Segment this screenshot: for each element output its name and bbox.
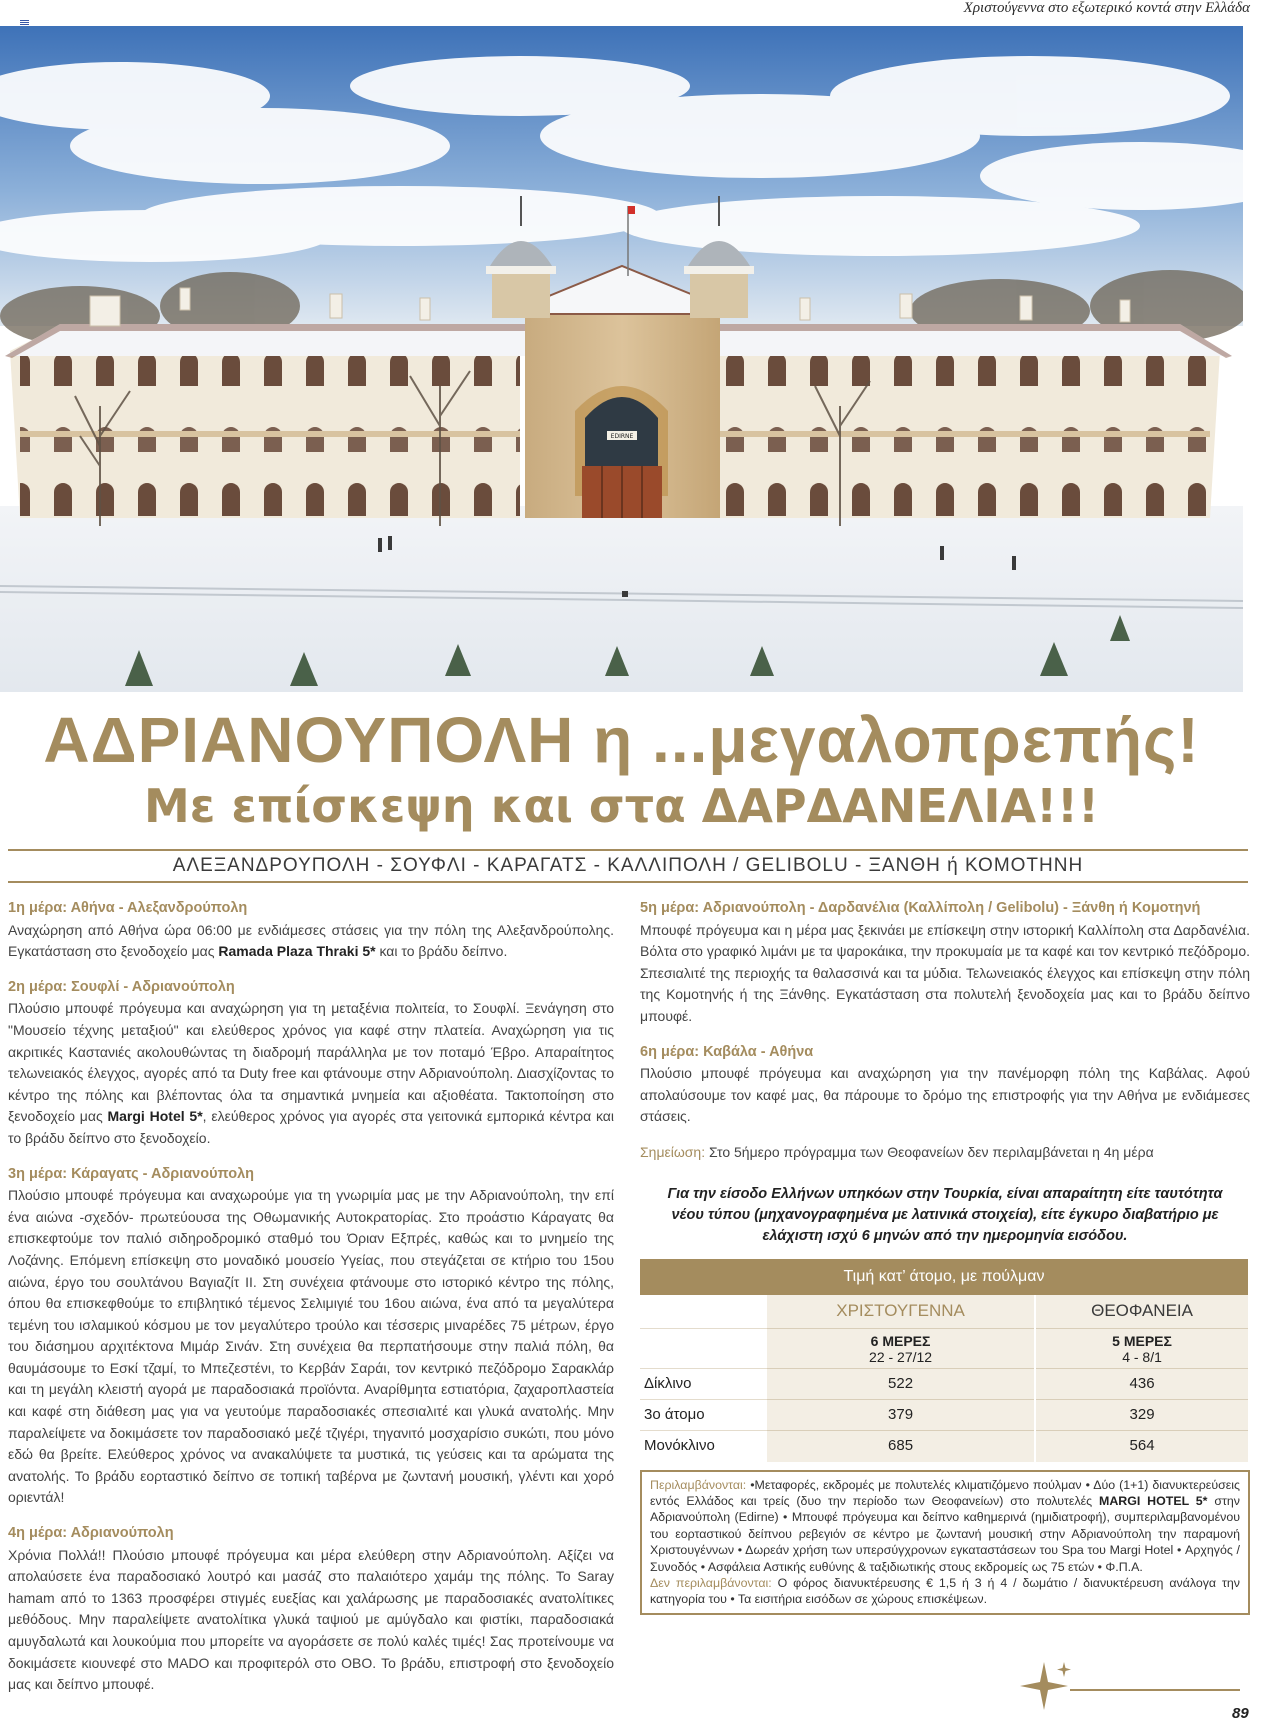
row-label: 3ο άτομο [640,1400,767,1431]
table-row [640,1369,1248,1400]
day-text-part: Πλούσιο μπουφέ πρόγευμα και αναχώρηση για τη μεταξένια πολιτεία, το Σουφλί. Ξενάγηση στο "Μουσείο τέχνης μεταξιού" και ελεύθερος χρόνος για καφέ στην πλατεία. Αναχώρηση για τις ακριτικές Καστανιές ακολουθώντας τη διαδρομή παράλληλα με τον ποταμό Έβρο. Απαραίτητος τελωνειακός έλεγχος, αγορές από τα Duty free και φτάνουμε στην Αδριανούπολη. Διασχίζοντας το κέντρο της πόλης και βλέποντας όλα τα σημαντικά μνημεία και αξιοθέατα. Τακτοποίηση στο ξενοδοχείο μας [8,1000,614,1125]
day-2 [8,977,614,1150]
day-3 [8,1164,614,1510]
page-title: ΑΔΡΙΑΝΟΥΠΟΛΗ η ...μεγαλοπρεπής! [43,704,1200,776]
duration-epiphany [1035,1329,1248,1369]
table-row [640,1431,1248,1462]
price-cell: 379 [767,1400,1035,1431]
empty-cell [640,1329,767,1369]
hero-photo [0,26,1243,692]
itinerary-right-column [640,898,1250,1615]
day-title: 1η μέρα: Αθήνα - Αλεξανδρούπολη [8,900,248,916]
route-band: ΑΛΕΞΑΝΔΡΟΥΠΟΛΗ - ΣΟΥΦΛΙ - ΚΑΡΑΓΑΤΣ - ΚΑΛΛΙΠΟΛΗ / GELIBOLU - ΞΑΝΘΗ ή ΚΟΜΟΤΗΝΗ [8,849,1248,883]
running-head: Χριστούγεννα στο εξωτερικό κοντά στην Ελλάδα [963,0,1250,16]
entry-requirements-notice: Για την είσοδο Ελλήνων υπηκόων στην Τουρκία, είναι απαραίτητη είτε ταυτότητα νέου τύπου (μηχανογραφημένα με λατινικά στοιχεία), είτε έγκυρο διαβατήριο με ελάχιστη ισχύ 6 μηνών από την ημερομηνία εισόδου. [667,1185,1223,1244]
table-row [640,1400,1248,1431]
day-text-part: Αναχώρηση από Αθήνα ώρα 06:00 με ενδιάμεσες στάσεις για την πόλη της Αλεξανδρούπολης. Εγκατάσταση στο ξενοδοχείο μας [8,921,614,960]
day-6 [640,1042,1250,1128]
day-title: 2η μέρα: Σουφλί - Αδριανούπολη [8,978,235,995]
clouds [0,56,1243,262]
day-title: 3η μέρα: Κάραγατς - Αδριανούπολη [8,1165,254,1182]
includes-text: στην Αδριανούπολη (Edirne) • Μπουφέ πρόγευμα και δείπνο καθημερινά (ημιδιατροφή), συμπεριλαμβανομένου του εορταστικού δείπνου ρεβεγιόν σε κέντρο με ζωντανή μουσική στην Αδριανούπολη την παραμονή Χριστουγέννων • Δωρεάν χρήση των υπερσύγχρονων εγκαταστάσεων του Spa του Margi Hotel • Αρχηγός / Συνοδός • Ασφάλεια Αστικής ευθύνης & ταξιδιωτικής στους εκδρομείς ως 75 ετών • Φ.Π.Α. [650,1493,1240,1574]
page-number: 89 [1232,1705,1249,1722]
station-sign: EDIRNE [610,433,634,440]
note [640,1142,1250,1164]
price-table [640,1259,1248,1462]
day-text-part: , ελεύθερος χρόνος για αγορές στα γειτονικά εμπορικά κέντρα και το βράδυ δείπνο στο ξενοδοχείο. [8,1108,615,1146]
excluded-text: Ο φόρος διανυκτέρευσης € 1,5 ή 3 ή 4 / δωμάτιο / διανυκτέρευση ανάλογα την κατηγορία του • Τα εισιτήρια εισόδων σε χώρους επισκέψεων. [650,1575,1240,1607]
day-title: 4η μέρα: Αδριανούπολη [8,1525,174,1542]
note-text: Στο 5ήμερο πρόγραμμα των Θεοφανείων δεν περιλαμβάνεται η 4η μέρα [705,1143,1154,1160]
day-text: Πλούσιο μπουφέ πρόγευμα και αναχώρηση για την πανέμορφη πόλη της Καβάλας. Αφού απολαύσουμε τον καφέ μας, θα πάρουμε το δρόμο της επιστροφής για την Αθήνα με ενδιάμεσες στάσεις. [640,1065,1250,1125]
decorative-line [1070,1689,1240,1691]
page-subtitle: Με επίσκεψη και στα ΔΑΡΔΑΝΕΛΙΑ!!! [143,779,1100,833]
duration-christmas [767,1329,1035,1369]
season-christmas: ΧΡΙΣΤΟΥΓΕΝΝΑ [767,1295,1035,1329]
day-1 [8,898,614,963]
hotel-name: Margi Hotel 5* [107,1108,203,1125]
empty-cell [640,1295,767,1329]
hotel-name: Ramada Plaza Thraki 5* [218,943,376,960]
day-5 [640,898,1250,1028]
price-cell: 685 [767,1431,1035,1462]
price-cell: 564 [1035,1431,1248,1462]
day-title: 5η μέρα: Αδριανούπολη - Δαρδανέλια (Καλλίπολη / Gelibolu) - Ξάνθη ή Κομοτηνή [640,900,1201,916]
price-cell: 522 [767,1369,1035,1400]
day-text: Πλούσιο μπουφέ πρόγευμα και αναχωρούμε για τη γνωριμία μας με την Αδριανούπολη, την επί ένα αιώνα -σχεδόν- πρωτεύουσα της Οθωμανικής Αυτοκρατορίας. Στο προάστιο Κάραγατς θα επισκεφτούμε τον παλιό σιδηροδρομικό σταθμό του Όριαν Εξπρές, καθώς και το μνημείο της Λοζάνης. Επόμενη επίσκεψη στο μοναδικό μουσείο Υγείας, που στεγάζεται σε κτήριο του 15ου αιώνα, έργο του σουλτάνου Βαγιαζίτ ΙΙ. Στη συνέχεια φτάνουμε στο ιστορικό κέντρο της πόλης, όπου θα επισκεφθούμε το επιβλητικό τέμενος Σελιμιγιέ του 16ου αιώνα, ένα από τα μεγαλύτερα τεμένη του ισλαμικού κόσμου με τον μεγαλύτερο τρούλο και τέσσερις μιναρέδες 75 μέτρων, έργο του διάσημου αρχιτέκτονα Μιμάρ Σινάν. Στη συνέχεια θα περπατήσουμε στην παλιά πόλη, θα θαυμάσουμε το Εσκί τζαμί, το Μπεζεστένι, το Κερβάν Σαράι, τον κεντρικό πεζόδρομο Σαρακλάρ και τη μεγάλη κλειστή αγορά με παραδοσιακά προϊόντα. Αναρίθμητα εστιατόρια, ζαχαροπλαστεία και καφέ στη διάθεση μας για να γευτούμε παραδοσιακές σπεσιαλιτέ και γλυκά ανατολής. Μην παραλείψετε να δοκιμάσετε τον παραδοσιακό μεζέ τζιγέρι, τηγανιτό μοσχαρίσιο συκώτι, που μόνο εδώ θα βρείτε. Ελεύθερος χρόνος να ανακαλύψετε τα μυστικά, τις γεύσεις και τα αρώματα της ανατολής. Το βράδυ εορταστικό δείπνο σε τοπική ταβέρνα με ζωντανή μουσική, γλέντι και χορό οριεντάλ! [8,1187,614,1506]
day-4 [8,1523,614,1696]
day-text [8,920,614,963]
includes-box [640,1470,1250,1615]
price-cell: 436 [1035,1369,1248,1400]
day-text: Μπουφέ πρόγευμα και η μέρα μας ξεκινάει με επίσκεψη στην ιστορική Καλλίπολη στα Δαρδανέλια. Βόλτα στο γραφικό λιμάνι με τα ψαροκάικα, την προκυμαία με τα καφέ και τον κεντρικό πεζόδρομο. Σπεσιαλιτέ της περιοχής τα θαλασσινά και τα μύδια. Τελωνειακός έλεγχος και επίσκεψη στην πόλη της Κομοτηνής ή της Ξάνθης. Εγκατάσταση στα πολυτελή ξενοδοχεία μας και το βράδυ δείπνο μπουφέ. [640,921,1250,1024]
day-text-part: και το βράδυ δείπνο. [375,943,508,960]
duration-label: 5 ΜΕΡΕΣ [1112,1332,1172,1349]
includes-text: •Μεταφορές, εκδρομές με πολυτελές κλιματιζόμενο πούλμαν • Δύο (1+1) διανυκτερεύσεις εντός Ελλάδος και τρείς (δυο την περίοδο των Θεοφανείων) στο πολυτελές [650,1477,1240,1508]
note-label: Σημείωση: [640,1143,706,1160]
sparkle-icon [1018,1658,1074,1714]
season-epiphany: ΘΕΟΦΑΝΕΙΑ [1035,1295,1248,1329]
price-table-header: Τιμή κατ’ άτομο, με πούλμαν [640,1259,1248,1295]
row-label: Μονόκλινο [640,1431,767,1462]
duration-label: 6 ΜΕΡΕΣ [870,1332,931,1349]
day-text [8,998,614,1149]
hotel-name: MARGI HOTEL 5* [1099,1493,1208,1508]
dates-label: 4 - 8/1 [1122,1348,1162,1365]
itinerary-left-column [8,898,614,1710]
dates-label: 22 - 27/12 [869,1348,933,1365]
includes-label: Περιλαμβάνονται: [650,1477,747,1492]
price-cell: 329 [1035,1400,1248,1431]
row-label: Δίκλινο [640,1369,767,1400]
day-title: 6η μέρα: Καβάλα - Αθήνα [640,1043,814,1060]
day-text: Χρόνια Πολλά!! Πλούσιο μπουφέ πρόγευμα και μέρα ελεύθερη στην Αδριανούπολη. Αξίζει να απολαύσετε ένα παραδοσιακό λουτρό και μασάζ στο παλαιότερο χαμάμ της πόλης. Το Saray hamam από το 1363 προσφέρει στιγμές ευεξίας και χαλάρωσης με παραδοσιακές ανατολίτικες μεθόδους. Μην παραλείψετε ανατολίτικα γλυκά ταψιού με αμύγδαλο και φιστίκι, παραδοσιακά αμυγδαλωτά και λουκούμια που μπορείτε να αγοράσετε σε πολύ καλές τιμές! Σας προτείνουμε να δοκιμάσετε κιουνεφέ στο MADO και προφιτερόλ στο OBO. Το βράδυ, επιστροφή στο ξενοδοχείο μας και δείπνο μπουφέ. [8,1546,614,1693]
excluded-label: Δεν περιλαμβάνονται: [650,1575,772,1590]
